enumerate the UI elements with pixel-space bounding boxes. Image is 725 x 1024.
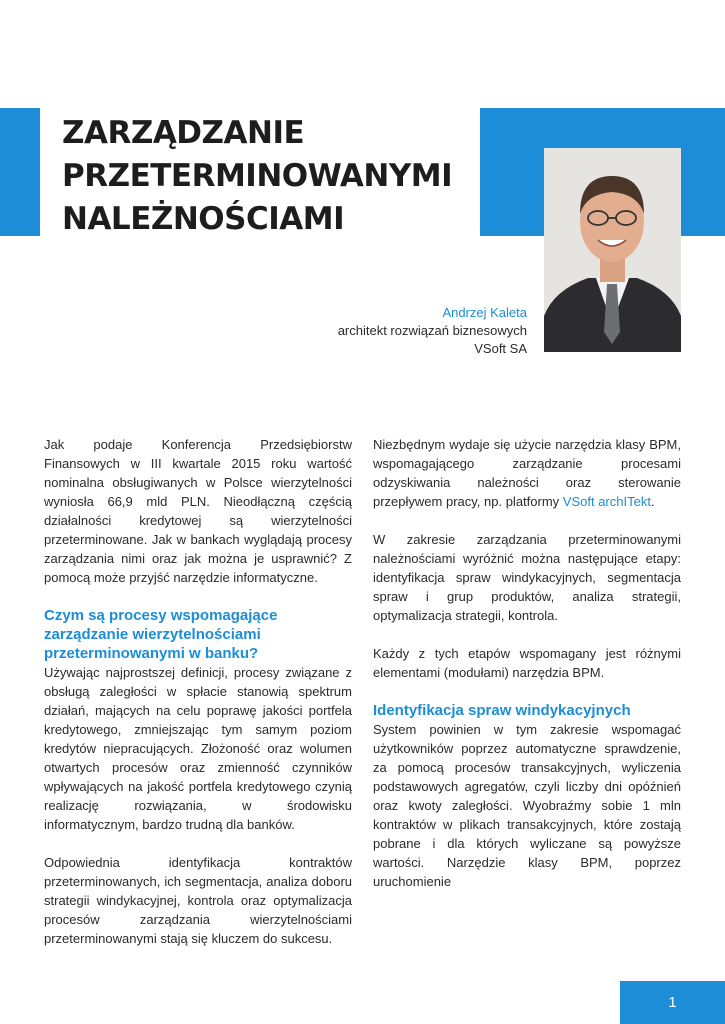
author-photo bbox=[544, 148, 681, 352]
author-portrait-icon bbox=[544, 148, 681, 352]
title-line: NALEŻNOŚCIAMI bbox=[62, 201, 345, 237]
page-title bbox=[62, 112, 452, 241]
section-heading: Identyfikacja spraw windykacyjnych bbox=[373, 702, 631, 719]
accent-bar-left bbox=[0, 108, 40, 236]
paragraph bbox=[373, 435, 681, 511]
paragraph: Jak podaje Konferencja Przedsiębiorstw Finansowych w III kwartale 2015 roku wartość nominalna obsługiwanych w Polsce wierzytelności wyniosła 66,9 mld PLN. Nieodłączną częścią działalności kredytowej są wierzytelności przeterminowane. Jak w bankach wyglądają procesy zarządzania nimi oraz jak można je usprawnić? Z pomocą może przyjść narzędzie informatyczne. bbox=[44, 437, 352, 585]
paragraph: W zakresie zarządzania przeterminowanymi należnościami wyróżnić można następujące etapy: identyfikacja spraw windykacyjnych, segmentacja spraw i grup produktów, analiza strategii, optymalizacja strategii, kontrola. bbox=[373, 532, 681, 623]
author-role: architekt rozwiązań biznesowych bbox=[337, 323, 527, 338]
author-company: VSoft SA bbox=[474, 341, 527, 356]
page-number: 1 bbox=[620, 981, 725, 1024]
author-name: Andrzej Kaleta bbox=[442, 305, 527, 320]
paragraph: Odpowiednia identyfikacja kontraktów przeterminowanych, ich segmentacja, analiza doboru strategii windykacyjnej, kontrola oraz optymalizacja procesów zarządzania wierzytelnościami przeterminowanymi stają się kluczem do sukcesu. bbox=[44, 855, 352, 946]
author-info bbox=[338, 304, 527, 358]
paragraph: System powinien w tym zakresie wspomagać użytkowników poprzez automatyczne sprawdzenie, za pomocą procesów transakcyjnych, wyliczenia podstawowych agregatów, czyli liczby dni opóźnień oraz kwoty zaległości. Wyobraźmy sobie 1 mln kontraktów w plikach transakcyjnych, które zostają pobrane i dla których wyliczane są powyższe wartości. Narzędzie klasy BPM, poprzez uruchomienie bbox=[373, 722, 681, 889]
section-heading: Czym są procesy wspomagające zarządzanie wierzytelnościami przeterminowanymi w banku? bbox=[44, 607, 278, 662]
paragraph: Używając najprostszej definicji, procesy związane z obsługą zaległości w spłacie stanowią spektrum działań, mających na celu poprawę jakości portfela kredytowego, zmniejszając tym samym poziom kredytów niepracujących. Złożoność oraz wolumen otwartych procesów oraz zmienność czynników wpływających na jakość portfela kredytowego czynią realizację rozwiązania, w środowisku informatycznym, bardzo trudną dla banków. bbox=[44, 665, 352, 832]
left-column bbox=[44, 435, 352, 948]
paragraph-end: . bbox=[650, 494, 655, 509]
right-column bbox=[373, 435, 681, 891]
paragraph-text: Niezbędnym wydaje się użycie narzędzia klasy BPM, wspomagającego zarządzanie procesami odzyskiwania należności oraz sterowanie przepływem pracy, np. platformy bbox=[373, 437, 681, 509]
paragraph: Każdy z tych etapów wspomagany jest różnymi elementami (modułami) narzędzia BPM. bbox=[373, 646, 681, 680]
vsoft-architekt-link[interactable]: VSoft archITekt bbox=[562, 494, 651, 509]
title-line: PRZETERMINOWANYMI bbox=[62, 158, 453, 194]
title-line: ZARZĄDZANIE bbox=[62, 115, 305, 151]
